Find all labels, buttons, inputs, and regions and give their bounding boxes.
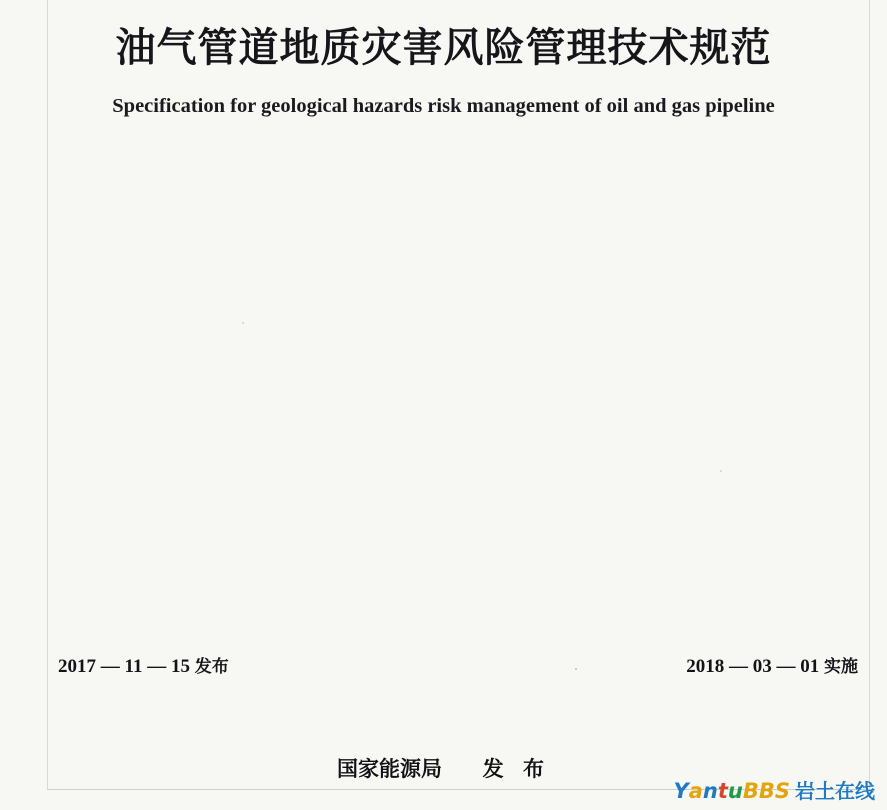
document-title-chinese: 油气管道地质灾害风险管理技术规范 — [115, 25, 772, 71]
issue-date-numbers: 2017 — 11 — 15 — [58, 656, 190, 677]
watermark-chinese: 岩土在线 — [795, 779, 875, 803]
effective-date — [686, 652, 858, 678]
effective-date-numbers: 2018 — 03 — 01 — [686, 656, 820, 677]
date-row — [58, 652, 858, 678]
watermark-bbs: BBS — [742, 779, 790, 803]
site-watermark — [674, 775, 875, 804]
publisher-action: 发 布 — [482, 757, 550, 781]
watermark-letter-y: Y — [673, 779, 689, 803]
watermark-letter-a: a — [688, 779, 703, 803]
publisher-name: 国家能源局 — [337, 757, 443, 781]
issue-date-label: 发布 — [194, 657, 229, 677]
effective-date-label: 实施 — [824, 657, 858, 677]
watermark-letter-t: t — [717, 779, 728, 803]
watermark-letter-u: u — [727, 779, 743, 803]
document-title-english: Specification for geological hazards risk management of oil and gas pipeline — [112, 95, 775, 117]
paper-speck — [242, 322, 244, 324]
paper-speck — [720, 470, 722, 472]
watermark-letter-n: n — [702, 779, 718, 803]
issue-date — [58, 652, 229, 678]
